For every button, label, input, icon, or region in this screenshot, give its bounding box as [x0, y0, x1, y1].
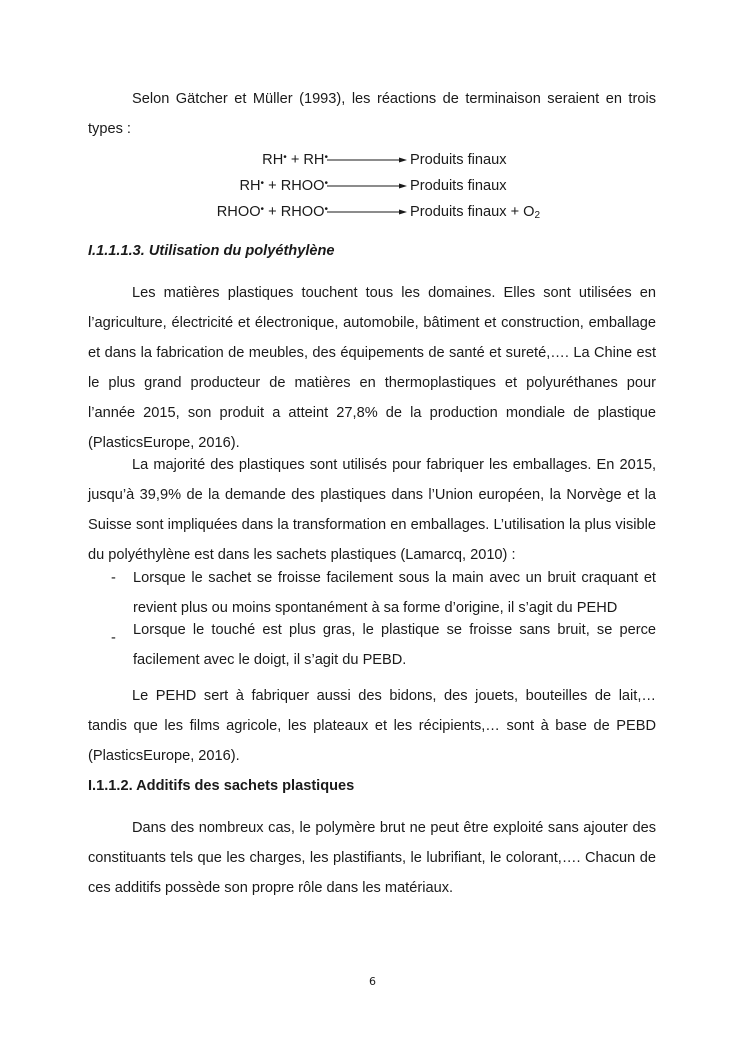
reaction-2-product: Produits finaux — [410, 178, 507, 194]
paragraph-utilisation-2: La majorité des plastiques sont utilisés pour fabriquer les emballages. En 2015, jusqu’à 39,9% de la demande des plastiques dans l’Union européen, la Norvège et la Suisse sont impliquées dans la transformation en emballages. L’utilisation la plus visible du polyéthylène est dans les sachets plastiques (Lamarcq, 2010) : — [88, 457, 656, 563]
reaction-2-reactant-b: + RHOO — [264, 178, 325, 194]
oxygen-subscript: 2 — [534, 210, 541, 221]
reaction-3-reactants — [217, 204, 328, 220]
reaction-3-reactant-b: + RHOO — [264, 204, 325, 220]
reaction-1-reactant-a: RH — [262, 152, 284, 168]
reaction-3-product — [410, 204, 540, 221]
paragraph-utilisation-3: Le PEHD sert à fabriquer aussi des bidons, des jouets, bouteilles de lait,… tandis que les films agricole, les plateaux et les récipients,… sont à base de PEBD (PlasticsEurope, 2016). — [88, 688, 656, 764]
reaction-3-reactant-a: RHOO — [216, 204, 261, 220]
radical-dot: • — [260, 178, 265, 189]
reaction-2-reactants — [239, 178, 328, 194]
radical-dot: • — [324, 178, 328, 189]
radical-dot: • — [283, 152, 287, 163]
section-heading-additifs: I.1.1.2. Additifs des sachets plastiques — [88, 778, 355, 794]
reaction-1-arrow-icon — [327, 155, 407, 165]
reaction-1-reactants — [262, 152, 328, 168]
bullet-item-pehd: Lorsque le sachet se froisse facilement sous la main avec un bruit craquant et revient plus ou moins spontanément à sa forme d’origine, il s’agit du PEHD — [133, 570, 656, 616]
radical-dot: • — [260, 204, 265, 215]
page-number: 6 — [369, 975, 376, 988]
paragraph-utilisation-1: Les matières plastiques touchent tous les domaines. Elles sont utilisées en l’agriculture, électricité et électronique, automobile, bâtiment et construction, emballage et dans la fabrication de meubles, des équipements de santé et sureté,…. La Chine est le plus grand producteur de matières en thermoplastiques et polyuréthanes pour l’année 2015, son produit a atteint 27,8% de la production mondiale de plastique (PlasticsEurope, 2016). — [88, 285, 656, 451]
radical-dot: • — [324, 204, 328, 215]
bullet-dash: - — [111, 630, 116, 646]
reaction-2-reactant-a: RH — [239, 178, 261, 194]
reaction-1-reactant-b: + RH — [286, 152, 325, 168]
radical-dot: • — [324, 152, 328, 163]
intro-paragraph: Selon Gätcher et Müller (1993), les réactions de terminaison seraient en trois types : — [88, 91, 656, 137]
reaction-3-arrow-icon — [327, 207, 407, 217]
section-heading-utilisation: I.1.1.1.3. Utilisation du polyéthylène — [88, 243, 335, 259]
reaction-2-arrow-icon — [327, 181, 407, 191]
bullet-item-pebd: Lorsque le touché est plus gras, le plastique se froisse sans bruit, se perce facilement avec le doigt, il s’agit du PEBD. — [133, 622, 656, 668]
bullet-dash: - — [111, 570, 116, 586]
reaction-3-product-text: Produits finaux + O — [410, 204, 535, 220]
paragraph-additifs: Dans des nombreux cas, le polymère brut ne peut être exploité sans ajouter des constituants tels que les charges, les plastifiants, le lubrifiant, le colorant,…. Chacun de ces additifs possède son propre rôle dans les matériaux. — [88, 820, 656, 896]
reaction-1-product: Produits finaux — [410, 152, 507, 168]
